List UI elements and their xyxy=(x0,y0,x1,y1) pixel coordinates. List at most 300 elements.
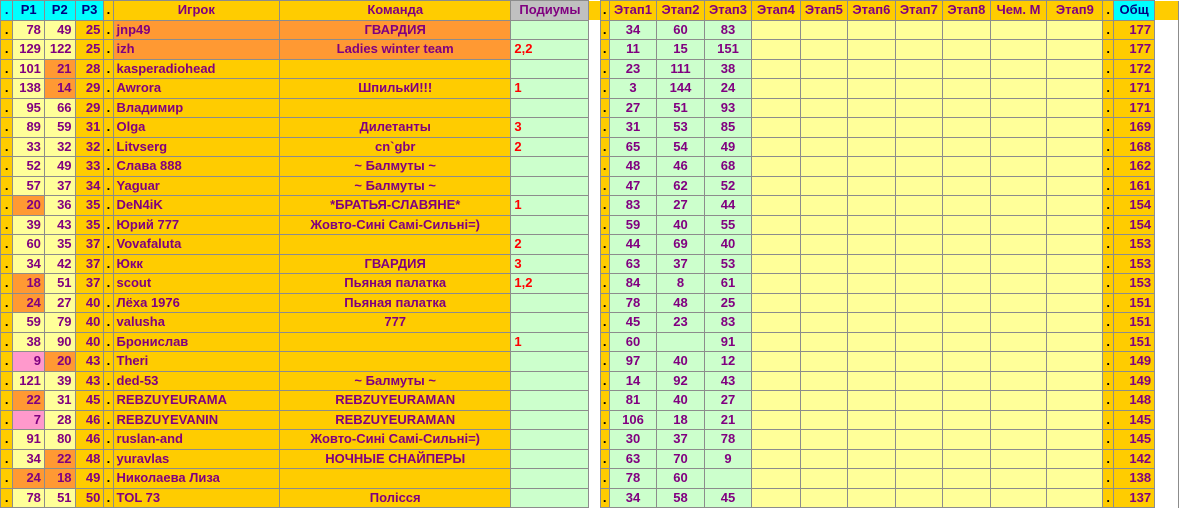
cell-stage-7[interactable] xyxy=(895,235,943,255)
cell-champ-m[interactable] xyxy=(990,293,1047,313)
cell-stage-1[interactable]: 65 xyxy=(609,137,657,157)
cell-stage-6[interactable] xyxy=(848,391,896,411)
row-dot[interactable]: . xyxy=(1,274,13,294)
gap-cell-right[interactable] xyxy=(1155,430,1179,450)
gap-cell[interactable] xyxy=(589,391,600,411)
gap-cell-right[interactable] xyxy=(1155,157,1179,177)
row-dot[interactable]: . xyxy=(1,157,13,177)
cell-stage-5[interactable] xyxy=(800,20,848,40)
cell-stage-5[interactable] xyxy=(800,488,848,508)
row-dot-4[interactable]: . xyxy=(1103,274,1114,294)
cell-stage-2[interactable]: 69 xyxy=(657,235,705,255)
row-dot-3[interactable]: . xyxy=(600,118,609,138)
cell-stage-8[interactable] xyxy=(943,59,991,79)
cell-stage-4[interactable] xyxy=(752,352,800,372)
gap-cell[interactable] xyxy=(589,430,600,450)
cell-total[interactable]: 137 xyxy=(1114,488,1155,508)
cell-player[interactable]: valusha xyxy=(113,313,280,333)
cell-p2[interactable]: 42 xyxy=(44,254,75,274)
cell-stage-2[interactable]: 40 xyxy=(657,352,705,372)
cell-stage-2[interactable]: 54 xyxy=(657,137,705,157)
cell-total[interactable]: 153 xyxy=(1114,274,1155,294)
cell-p3[interactable]: 25 xyxy=(75,40,104,60)
row-dot-2[interactable]: . xyxy=(104,449,113,469)
cell-stage-5[interactable] xyxy=(800,235,848,255)
gap-cell-right[interactable] xyxy=(1155,274,1179,294)
cell-stage-5[interactable] xyxy=(800,313,848,333)
cell-total[interactable]: 177 xyxy=(1114,40,1155,60)
cell-player[interactable]: Theri xyxy=(113,352,280,372)
row-dot[interactable]: . xyxy=(1,469,13,489)
row-dot-4[interactable]: . xyxy=(1103,137,1114,157)
header-stage-8[interactable]: Этап8 xyxy=(943,1,991,21)
row-dot-2[interactable]: . xyxy=(104,352,113,372)
cell-stage-6[interactable] xyxy=(848,98,896,118)
row-dot-3[interactable]: . xyxy=(600,352,609,372)
header-p2[interactable]: Р2 xyxy=(44,1,75,21)
cell-total[interactable]: 151 xyxy=(1114,313,1155,333)
cell-p3[interactable]: 35 xyxy=(75,196,104,216)
cell-stage-8[interactable] xyxy=(943,332,991,352)
cell-stage-8[interactable] xyxy=(943,430,991,450)
cell-p2[interactable]: 31 xyxy=(44,391,75,411)
gap-cell[interactable] xyxy=(589,157,600,177)
row-dot-2[interactable]: . xyxy=(104,313,113,333)
cell-podiums[interactable] xyxy=(511,352,589,372)
cell-stage-4[interactable] xyxy=(752,313,800,333)
cell-stage-3[interactable]: 40 xyxy=(704,235,752,255)
cell-total[interactable]: 171 xyxy=(1114,98,1155,118)
row-dot-2[interactable]: . xyxy=(104,20,113,40)
cell-player[interactable]: Olga xyxy=(113,118,280,138)
cell-podiums[interactable]: 2 xyxy=(511,137,589,157)
cell-stage-6[interactable] xyxy=(848,274,896,294)
cell-stage-9[interactable] xyxy=(1047,293,1103,313)
cell-stage-7[interactable] xyxy=(895,98,943,118)
cell-stage-7[interactable] xyxy=(895,137,943,157)
cell-stage-4[interactable] xyxy=(752,371,800,391)
cell-player[interactable]: Юрий 777 xyxy=(113,215,280,235)
cell-stage-3[interactable]: 91 xyxy=(704,332,752,352)
gap-cell-right[interactable] xyxy=(1155,449,1179,469)
gap-cell-right[interactable] xyxy=(1155,196,1179,216)
cell-total[interactable]: 138 xyxy=(1114,469,1155,489)
row-dot[interactable]: . xyxy=(1,449,13,469)
cell-stage-7[interactable] xyxy=(895,59,943,79)
cell-stage-8[interactable] xyxy=(943,488,991,508)
row-dot[interactable]: . xyxy=(1,488,13,508)
cell-team[interactable]: ГВАРДИЯ xyxy=(280,20,511,40)
cell-stage-6[interactable] xyxy=(848,254,896,274)
header-stage-2[interactable]: Этап2 xyxy=(657,1,705,21)
cell-p3[interactable]: 43 xyxy=(75,371,104,391)
cell-p2[interactable]: 22 xyxy=(44,449,75,469)
gap-cell-right[interactable] xyxy=(1155,332,1179,352)
cell-stage-3[interactable]: 55 xyxy=(704,215,752,235)
cell-stage-9[interactable] xyxy=(1047,40,1103,60)
cell-stage-5[interactable] xyxy=(800,137,848,157)
cell-p1[interactable]: 78 xyxy=(13,488,44,508)
cell-stage-4[interactable] xyxy=(752,20,800,40)
gap-cell[interactable] xyxy=(589,59,600,79)
row-dot-2[interactable]: . xyxy=(104,59,113,79)
row-dot[interactable]: . xyxy=(1,20,13,40)
gap-cell[interactable] xyxy=(589,469,600,489)
cell-stage-9[interactable] xyxy=(1047,215,1103,235)
cell-stage-5[interactable] xyxy=(800,98,848,118)
cell-player[interactable]: Litvserg xyxy=(113,137,280,157)
cell-p2[interactable]: 49 xyxy=(44,157,75,177)
cell-p3[interactable]: 32 xyxy=(75,137,104,157)
cell-stage-8[interactable] xyxy=(943,176,991,196)
cell-stage-1[interactable]: 97 xyxy=(609,352,657,372)
cell-p2[interactable]: 122 xyxy=(44,40,75,60)
cell-stage-2[interactable]: 62 xyxy=(657,176,705,196)
cell-podiums[interactable] xyxy=(511,371,589,391)
cell-stage-5[interactable] xyxy=(800,410,848,430)
row-dot-4[interactable]: . xyxy=(1103,469,1114,489)
cell-stage-5[interactable] xyxy=(800,157,848,177)
cell-podiums[interactable] xyxy=(511,449,589,469)
cell-team[interactable]: Жовто-Сині Самі-Сильні=) xyxy=(280,215,511,235)
cell-stage-3[interactable]: 38 xyxy=(704,59,752,79)
row-dot-3[interactable]: . xyxy=(600,215,609,235)
cell-p2[interactable]: 35 xyxy=(44,235,75,255)
cell-team[interactable]: Пьяная палатка xyxy=(280,293,511,313)
row-dot[interactable]: . xyxy=(1,332,13,352)
cell-stage-2[interactable]: 144 xyxy=(657,79,705,99)
cell-stage-4[interactable] xyxy=(752,449,800,469)
cell-stage-5[interactable] xyxy=(800,430,848,450)
header-player[interactable]: Игрок xyxy=(113,1,280,21)
cell-stage-6[interactable] xyxy=(848,352,896,372)
cell-stage-9[interactable] xyxy=(1047,20,1103,40)
cell-stage-2[interactable]: 51 xyxy=(657,98,705,118)
cell-stage-9[interactable] xyxy=(1047,469,1103,489)
gap-cell[interactable] xyxy=(589,137,600,157)
header-stage-4[interactable]: Этап4 xyxy=(752,1,800,21)
cell-stage-2[interactable]: 37 xyxy=(657,430,705,450)
row-dot[interactable]: . xyxy=(1,410,13,430)
cell-champ-m[interactable] xyxy=(990,235,1047,255)
gap-cell[interactable] xyxy=(589,215,600,235)
cell-stage-2[interactable]: 46 xyxy=(657,157,705,177)
cell-podiums[interactable]: 1 xyxy=(511,79,589,99)
cell-stage-4[interactable] xyxy=(752,488,800,508)
header-stage-3[interactable]: Этап3 xyxy=(704,1,752,21)
row-dot-4[interactable]: . xyxy=(1103,293,1114,313)
cell-p1[interactable]: 34 xyxy=(13,254,44,274)
cell-stage-1[interactable]: 83 xyxy=(609,196,657,216)
cell-stage-4[interactable] xyxy=(752,391,800,411)
gap-cell-right[interactable] xyxy=(1155,137,1179,157)
cell-stage-8[interactable] xyxy=(943,79,991,99)
cell-stage-6[interactable] xyxy=(848,488,896,508)
cell-total[interactable]: 142 xyxy=(1114,449,1155,469)
gap-cell-right[interactable] xyxy=(1155,488,1179,508)
cell-stage-6[interactable] xyxy=(848,235,896,255)
cell-team[interactable] xyxy=(280,469,511,489)
cell-stage-1[interactable]: 81 xyxy=(609,391,657,411)
cell-champ-m[interactable] xyxy=(990,157,1047,177)
cell-p3[interactable]: 40 xyxy=(75,293,104,313)
cell-stage-8[interactable] xyxy=(943,235,991,255)
cell-p1[interactable]: 33 xyxy=(13,137,44,157)
cell-champ-m[interactable] xyxy=(990,274,1047,294)
cell-p3[interactable]: 35 xyxy=(75,215,104,235)
cell-p2[interactable]: 43 xyxy=(44,215,75,235)
cell-champ-m[interactable] xyxy=(990,371,1047,391)
cell-stage-9[interactable] xyxy=(1047,430,1103,450)
cell-stage-9[interactable] xyxy=(1047,254,1103,274)
cell-stage-4[interactable] xyxy=(752,40,800,60)
cell-stage-9[interactable] xyxy=(1047,274,1103,294)
cell-p2[interactable]: 21 xyxy=(44,59,75,79)
cell-team[interactable] xyxy=(280,59,511,79)
cell-p1[interactable]: 18 xyxy=(13,274,44,294)
cell-champ-m[interactable] xyxy=(990,313,1047,333)
row-dot-3[interactable]: . xyxy=(600,157,609,177)
cell-total[interactable]: 145 xyxy=(1114,410,1155,430)
cell-p1[interactable]: 129 xyxy=(13,40,44,60)
cell-stage-1[interactable]: 3 xyxy=(609,79,657,99)
row-dot-4[interactable]: . xyxy=(1103,410,1114,430)
cell-stage-2[interactable]: 60 xyxy=(657,469,705,489)
gap-cell-right[interactable] xyxy=(1155,391,1179,411)
cell-stage-7[interactable] xyxy=(895,157,943,177)
cell-team[interactable]: ГВАРДИЯ xyxy=(280,254,511,274)
cell-stage-2[interactable]: 18 xyxy=(657,410,705,430)
cell-total[interactable]: 171 xyxy=(1114,79,1155,99)
row-dot-2[interactable]: . xyxy=(104,215,113,235)
cell-stage-5[interactable] xyxy=(800,118,848,138)
cell-total[interactable]: 154 xyxy=(1114,196,1155,216)
cell-stage-2[interactable]: 53 xyxy=(657,118,705,138)
row-dot-2[interactable]: . xyxy=(104,371,113,391)
row-dot-4[interactable]: . xyxy=(1103,20,1114,40)
gap-cell-right[interactable] xyxy=(1155,293,1179,313)
cell-p3[interactable]: 45 xyxy=(75,391,104,411)
cell-stage-8[interactable] xyxy=(943,40,991,60)
header-podiums[interactable]: Подиумы xyxy=(511,1,589,21)
row-dot-3[interactable]: . xyxy=(600,254,609,274)
cell-player[interactable]: scout xyxy=(113,274,280,294)
header-champ-m[interactable]: Чем. М xyxy=(990,1,1047,21)
cell-stage-7[interactable] xyxy=(895,352,943,372)
cell-p3[interactable]: 37 xyxy=(75,254,104,274)
row-dot-4[interactable]: . xyxy=(1103,488,1114,508)
gap-cell-right[interactable] xyxy=(1155,371,1179,391)
row-dot-4[interactable]: . xyxy=(1103,157,1114,177)
cell-p3[interactable]: 46 xyxy=(75,430,104,450)
cell-stage-3[interactable]: 27 xyxy=(704,391,752,411)
cell-stage-8[interactable] xyxy=(943,20,991,40)
cell-p3[interactable]: 48 xyxy=(75,449,104,469)
cell-stage-5[interactable] xyxy=(800,332,848,352)
cell-stage-3[interactable]: 25 xyxy=(704,293,752,313)
cell-stage-5[interactable] xyxy=(800,196,848,216)
cell-team[interactable]: Дилетанты xyxy=(280,118,511,138)
cell-stage-2[interactable]: 15 xyxy=(657,40,705,60)
header-p1[interactable]: Р1 xyxy=(13,1,44,21)
cell-stage-8[interactable] xyxy=(943,274,991,294)
row-dot-2[interactable]: . xyxy=(104,196,113,216)
row-dot-2[interactable]: . xyxy=(104,332,113,352)
cell-stage-1[interactable]: 106 xyxy=(609,410,657,430)
row-dot-4[interactable]: . xyxy=(1103,215,1114,235)
cell-team[interactable]: Пьяная палатка xyxy=(280,274,511,294)
cell-stage-3[interactable]: 53 xyxy=(704,254,752,274)
cell-stage-8[interactable] xyxy=(943,352,991,372)
cell-player[interactable]: DeN4iK xyxy=(113,196,280,216)
row-dot-2[interactable]: . xyxy=(104,137,113,157)
cell-stage-2[interactable]: 60 xyxy=(657,20,705,40)
cell-podiums[interactable] xyxy=(511,313,589,333)
cell-p3[interactable]: 29 xyxy=(75,79,104,99)
row-dot-2[interactable]: . xyxy=(104,254,113,274)
cell-stage-9[interactable] xyxy=(1047,352,1103,372)
row-dot-4[interactable]: . xyxy=(1103,98,1114,118)
cell-stage-4[interactable] xyxy=(752,98,800,118)
cell-podiums[interactable]: 2,2 xyxy=(511,40,589,60)
row-dot[interactable]: . xyxy=(1,196,13,216)
gap-cell-right[interactable] xyxy=(1155,254,1179,274)
cell-stage-6[interactable] xyxy=(848,469,896,489)
cell-stage-6[interactable] xyxy=(848,215,896,235)
row-dot-2[interactable]: . xyxy=(104,79,113,99)
cell-stage-2[interactable]: 27 xyxy=(657,196,705,216)
cell-champ-m[interactable] xyxy=(990,98,1047,118)
cell-podiums[interactable] xyxy=(511,430,589,450)
header-team[interactable]: Команда xyxy=(280,1,511,21)
row-dot-3[interactable]: . xyxy=(600,196,609,216)
cell-stage-8[interactable] xyxy=(943,410,991,430)
row-dot[interactable]: . xyxy=(1,293,13,313)
gap-cell[interactable] xyxy=(589,313,600,333)
cell-stage-3[interactable]: 43 xyxy=(704,371,752,391)
header-dot-2[interactable]: . xyxy=(104,1,113,21)
cell-stage-8[interactable] xyxy=(943,254,991,274)
cell-team[interactable]: ~ Балмуты ~ xyxy=(280,371,511,391)
cell-p2[interactable]: 49 xyxy=(44,20,75,40)
cell-team[interactable]: Полісся xyxy=(280,488,511,508)
row-dot[interactable]: . xyxy=(1,79,13,99)
cell-stage-1[interactable]: 59 xyxy=(609,215,657,235)
cell-stage-2[interactable]: 23 xyxy=(657,313,705,333)
header-stage-1[interactable]: Этап1 xyxy=(609,1,657,21)
row-dot-3[interactable]: . xyxy=(600,59,609,79)
cell-podiums[interactable] xyxy=(511,293,589,313)
cell-stage-5[interactable] xyxy=(800,391,848,411)
cell-player[interactable]: Лёха 1976 xyxy=(113,293,280,313)
gap-cell-right[interactable] xyxy=(1155,40,1179,60)
cell-stage-3[interactable]: 61 xyxy=(704,274,752,294)
cell-champ-m[interactable] xyxy=(990,79,1047,99)
cell-stage-1[interactable]: 48 xyxy=(609,157,657,177)
cell-stage-1[interactable]: 78 xyxy=(609,293,657,313)
row-dot-3[interactable]: . xyxy=(600,430,609,450)
row-dot-4[interactable]: . xyxy=(1103,449,1114,469)
cell-p2[interactable]: 37 xyxy=(44,176,75,196)
gap-cell-right[interactable] xyxy=(1155,20,1179,40)
cell-stage-3[interactable] xyxy=(704,469,752,489)
cell-p3[interactable]: 31 xyxy=(75,118,104,138)
cell-stage-8[interactable] xyxy=(943,157,991,177)
cell-stage-7[interactable] xyxy=(895,313,943,333)
row-dot-2[interactable]: . xyxy=(104,157,113,177)
cell-player[interactable]: Владимир xyxy=(113,98,280,118)
cell-stage-6[interactable] xyxy=(848,332,896,352)
cell-p3[interactable]: 34 xyxy=(75,176,104,196)
cell-podiums[interactable]: 1,2 xyxy=(511,274,589,294)
cell-p2[interactable]: 36 xyxy=(44,196,75,216)
cell-stage-7[interactable] xyxy=(895,79,943,99)
cell-total[interactable]: 151 xyxy=(1114,293,1155,313)
row-dot-3[interactable]: . xyxy=(600,449,609,469)
cell-stage-3[interactable]: 68 xyxy=(704,157,752,177)
cell-stage-1[interactable]: 47 xyxy=(609,176,657,196)
cell-p2[interactable]: 18 xyxy=(44,469,75,489)
cell-p1[interactable]: 39 xyxy=(13,215,44,235)
cell-team[interactable] xyxy=(280,332,511,352)
cell-stage-9[interactable] xyxy=(1047,157,1103,177)
cell-podiums[interactable] xyxy=(511,59,589,79)
cell-stage-1[interactable]: 30 xyxy=(609,430,657,450)
cell-stage-4[interactable] xyxy=(752,235,800,255)
cell-podiums[interactable]: 1 xyxy=(511,196,589,216)
row-dot-3[interactable]: . xyxy=(600,332,609,352)
gap-cell-right[interactable] xyxy=(1155,352,1179,372)
row-dot-3[interactable]: . xyxy=(600,235,609,255)
cell-stage-3[interactable]: 12 xyxy=(704,352,752,372)
cell-stage-3[interactable]: 151 xyxy=(704,40,752,60)
cell-stage-8[interactable] xyxy=(943,449,991,469)
cell-stage-7[interactable] xyxy=(895,488,943,508)
cell-player[interactable]: REBZUYEURAMA xyxy=(113,391,280,411)
cell-stage-1[interactable]: 63 xyxy=(609,254,657,274)
cell-champ-m[interactable] xyxy=(990,176,1047,196)
cell-stage-1[interactable]: 27 xyxy=(609,98,657,118)
cell-p3[interactable]: 29 xyxy=(75,98,104,118)
row-dot-4[interactable]: . xyxy=(1103,176,1114,196)
cell-stage-2[interactable]: 40 xyxy=(657,391,705,411)
cell-p2[interactable]: 59 xyxy=(44,118,75,138)
cell-champ-m[interactable] xyxy=(990,59,1047,79)
gap-cell-right[interactable] xyxy=(1155,176,1179,196)
gap-cell-right[interactable] xyxy=(1155,59,1179,79)
cell-p1[interactable]: 57 xyxy=(13,176,44,196)
cell-champ-m[interactable] xyxy=(990,20,1047,40)
row-dot-4[interactable]: . xyxy=(1103,59,1114,79)
cell-champ-m[interactable] xyxy=(990,410,1047,430)
cell-team[interactable]: ~ Балмуты ~ xyxy=(280,176,511,196)
gap-cell[interactable] xyxy=(589,352,600,372)
row-dot-2[interactable]: . xyxy=(104,430,113,450)
row-dot-3[interactable]: . xyxy=(600,410,609,430)
cell-player[interactable]: Vovafaluta xyxy=(113,235,280,255)
cell-champ-m[interactable] xyxy=(990,469,1047,489)
cell-p2[interactable]: 14 xyxy=(44,79,75,99)
cell-stage-9[interactable] xyxy=(1047,59,1103,79)
row-dot-3[interactable]: . xyxy=(600,371,609,391)
cell-p2[interactable]: 27 xyxy=(44,293,75,313)
cell-team[interactable]: REBZUYEURAMAN xyxy=(280,391,511,411)
gap-cell[interactable] xyxy=(589,176,600,196)
cell-p1[interactable]: 7 xyxy=(13,410,44,430)
cell-stage-7[interactable] xyxy=(895,196,943,216)
cell-p1[interactable]: 34 xyxy=(13,449,44,469)
header-stage-9[interactable]: Этап9 xyxy=(1047,1,1103,21)
